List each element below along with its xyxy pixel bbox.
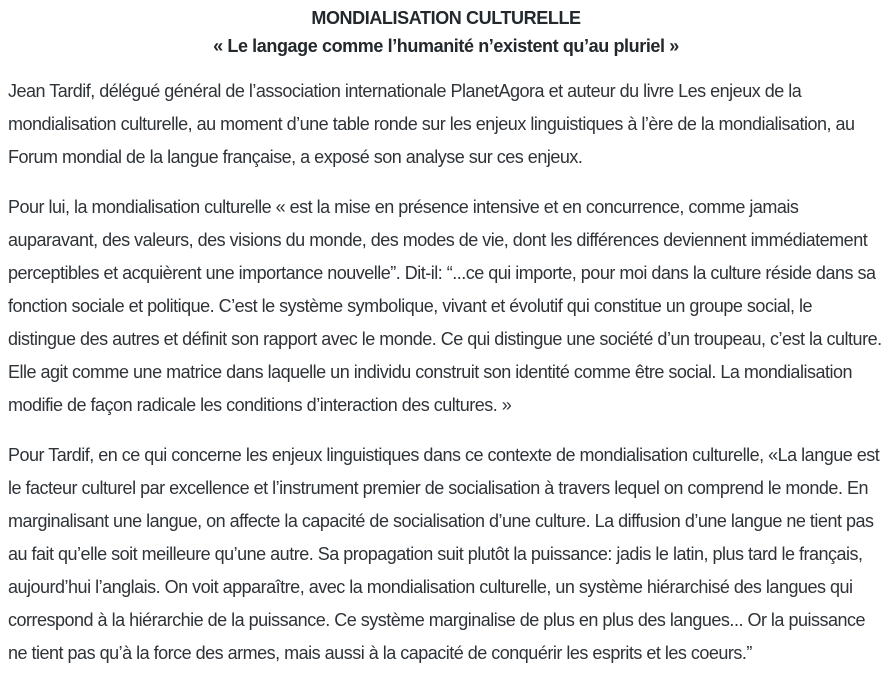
article-subtitle: « Le langage comme l’humanité n’existent qu’au pluriel » <box>213 36 679 56</box>
article-paragraph-language-quote: Pour Tardif, en ce qui concerne les enjeux linguistiques dans ce contexte de mondialisation culturelle, «La langue est le facteur culturel par excellence et l’instrument premier de socialisation à travers lequel on comprend le monde. En marginalisant une langue, on affecte la capacité de socialisation d’une culture. La diffusion d’une langue ne tient pas au fait qu’elle soit meilleure qu’une autre. Sa propagation suit plutôt la puissance: jadis le latin, plus tard le français, aujourd’hui l’anglais. On voit apparaître, avec la mondialisation culturelle, un système hiérarchisé des langues qui correspond à la hiérarchie de la puissance. Ce système marginalise de plus en plus des langues... Or la puissance ne tient pas qu’à la force des armes, mais aussi à la capacité de conquérir les esprits et les coeurs.” <box>8 445 880 663</box>
article-title: MONDIALISATION CULTURELLE <box>311 8 581 28</box>
article-paragraph-culture-quote: Pour lui, la mondialisation culturelle « est la mise en présence intensive et en concurrence, comme jamais auparavant, des valeurs, des visions du monde, des modes de vie, dont les différences deviennent immédiatement perceptibles et acquièrent une importance nouvelle”. Dit-il: “...ce qui importe, pour moi dans la culture réside dans sa fonction sociale et politique. C’est le système symbolique, vivant et évolutif qui constitue un groupe social, le distingue des autres et définit son rapport avec le monde. Ce qui distingue une société d’un troupeau, c’est la culture. Elle agit comme une matrice dans laquelle un individu construit son identité comme être social. La mondialisation modifie de façon radicale les conditions d’interaction des cultures. » <box>8 197 882 415</box>
article-paragraph-intro: Jean Tardif, délégué général de l’association internationale PlanetAgora et auteur du livre Les enjeux de la mondialisation culturelle, au moment d’une table ronde sur les enjeux linguistiques à l’ère de la mondialisation, au Forum mondial de la langue française, a exposé son analyse sur ces enjeux. <box>8 81 855 167</box>
